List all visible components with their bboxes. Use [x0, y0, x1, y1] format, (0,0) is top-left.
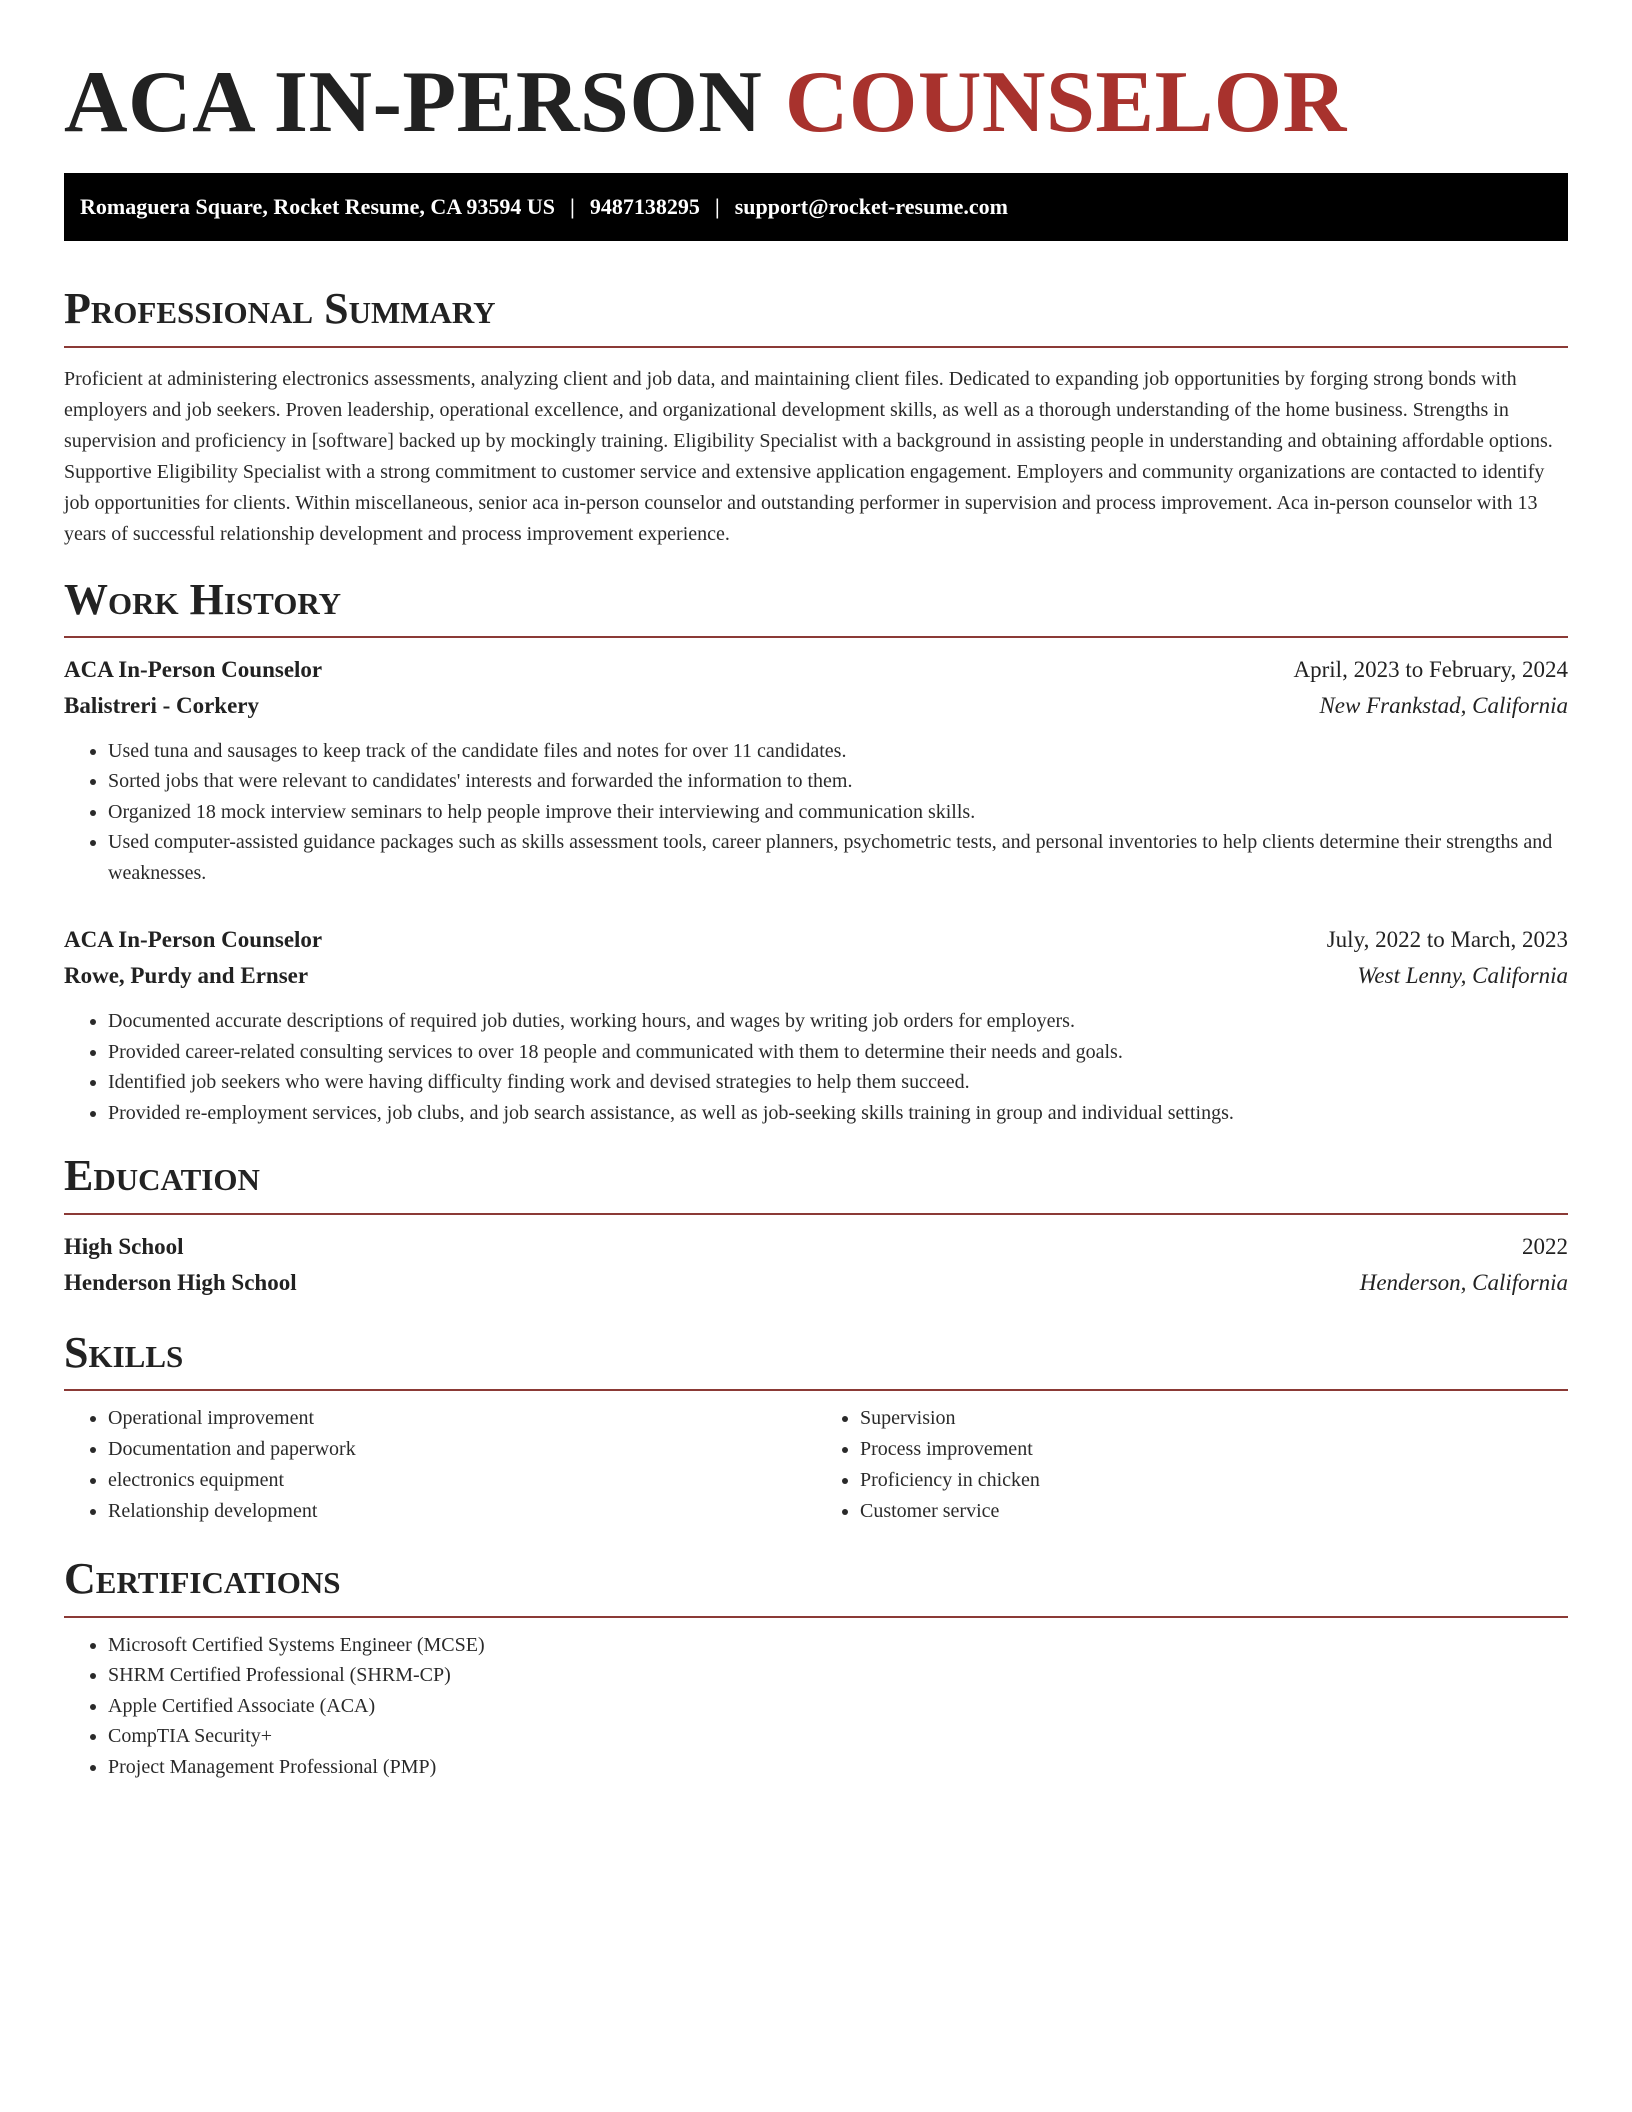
- summary-section: [64, 285, 1568, 549]
- job-header-row: [64, 652, 1568, 688]
- job-bullet: • Organized 18 mock interview seminars to help people improve their interviewing and communication skills.: [108, 797, 1568, 828]
- summary-heading: Professional Summary: [64, 284, 496, 334]
- job-company-row: [64, 688, 1568, 724]
- job-location: New Frankstad, California: [1319, 692, 1568, 718]
- summary-text: Proficient at administering electronics assessments, analyzing client and job data, and maintaining client files. Dedicated to expanding job opportunities by forging strong bonds with employers and job seekers. Proven leadership, operational excellence, and organizational development skills, as well as a thorough understanding of the home business. Strengths in supervision and proficiency in [software] backed up by mockingly training. Eligibility Specialist with a background in assisting people in understanding and obtaining affordable options. Supportive Eligibility Specialist with a strong commitment to customer service and extensive application engagement. Employers and community organizations are contacted to identify job opportunities for clients. Within miscellaneous, senior aca in-person counselor and outstanding performer in supervision and process improvement. Aca in-person counselor with 13 years of successful relationship development and process improvement experience.: [64, 367, 1553, 545]
- contact-phone: 9487138295: [589, 194, 700, 220]
- education-degree: High School: [64, 1233, 184, 1259]
- job-bullet: • Provided re-employment services, job clubs, and job search assistance, as well as job-seeking skills training in group and individual settings.: [108, 1098, 1568, 1129]
- section-divider: [64, 1389, 1568, 1391]
- education-heading: Education: [64, 1151, 260, 1201]
- skills-list-left: [64, 1403, 816, 1527]
- education-location: Henderson, California: [1359, 1269, 1568, 1295]
- job-company: Balistreri - Corkery: [64, 692, 260, 718]
- education-year: 2022: [1522, 1233, 1568, 1259]
- job-bullet: • Used computer-assisted guidance packages such as skills assessment tools, career planners, psychometric tests, and personal inventories to help clients determine their strengths and weaknesses.: [108, 827, 1568, 888]
- section-divider: [64, 1616, 1568, 1618]
- contact-separator: |: [714, 194, 720, 220]
- job-bullet: • Provided career-related consulting services to over 18 people and communicated with them to determine their needs and goals.: [108, 1037, 1568, 1068]
- certification-item: • Project Management Professional (PMP): [108, 1752, 1568, 1783]
- job-bullet: • Used tuna and sausages to keep track of the candidate files and notes for over 11 candidates.: [108, 736, 1568, 767]
- section-divider: [64, 1213, 1568, 1215]
- skills-list-right: [816, 1403, 1568, 1527]
- job-bullet: • Sorted jobs that were relevant to candidates' interests and forwarded the information to them.: [108, 766, 1568, 797]
- job-bullets: [64, 1006, 1568, 1128]
- contact-bar: [64, 173, 1568, 241]
- education-school: Henderson High School: [64, 1269, 297, 1295]
- contact-email: support@rocket-resume.com: [734, 194, 1008, 220]
- skill-item: • Customer service: [860, 1496, 1568, 1527]
- job-title: ACA In-Person Counselor: [64, 656, 323, 682]
- name-last: COUNSELOR: [784, 54, 1347, 151]
- education-school-row: [64, 1265, 1568, 1301]
- name-first: ACA IN-PERSON: [64, 54, 763, 151]
- skill-item: • Relationship development: [108, 1496, 816, 1527]
- skill-item: • Supervision: [860, 1403, 1568, 1434]
- certifications-section: [64, 1555, 1568, 1782]
- job-entry: [64, 922, 1568, 1128]
- certifications-list: [64, 1630, 1568, 1783]
- contact-address: Romaguera Square, Rocket Resume, CA 93594 US: [80, 194, 556, 220]
- certification-item: • SHRM Certified Professional (SHRM-CP): [108, 1660, 1568, 1691]
- job-bullets: [64, 736, 1568, 889]
- skill-item: • electronics equipment: [108, 1465, 816, 1496]
- skill-item: • Proficiency in chicken: [860, 1465, 1568, 1496]
- skills-section: [64, 1329, 1568, 1527]
- skill-item: • Operational improvement: [108, 1403, 816, 1434]
- job-title: ACA In-Person Counselor: [64, 927, 323, 953]
- job-dates: July, 2022 to March, 2023: [1326, 927, 1568, 953]
- education-section: [64, 1152, 1568, 1300]
- job-company: Rowe, Purdy and Ernser: [64, 963, 309, 989]
- job-entry: [64, 652, 1568, 889]
- skill-item: • Process improvement: [860, 1434, 1568, 1465]
- education-entry: [64, 1229, 1568, 1301]
- job-company-row: [64, 958, 1568, 994]
- skills-grid: [64, 1403, 1568, 1527]
- certification-item: • CompTIA Security+: [108, 1721, 1568, 1752]
- job-bullet: • Documented accurate descriptions of required job duties, working hours, and wages by writing job orders for employers.: [108, 1006, 1568, 1037]
- resume-name: [64, 0, 1568, 153]
- job-bullet: • Identified job seekers who were having difficulty finding work and devised strategies to help them succeed.: [108, 1067, 1568, 1098]
- job-header-row: [64, 922, 1568, 958]
- job-dates: April, 2023 to February, 2024: [1293, 656, 1568, 682]
- contact-separator: |: [570, 194, 575, 220]
- certifications-heading: Certifications: [64, 1554, 341, 1604]
- work-history-heading: Work History: [64, 574, 342, 624]
- certification-item: • Apple Certified Associate (ACA): [108, 1691, 1568, 1722]
- education-header-row: [64, 1229, 1568, 1265]
- section-divider: [64, 636, 1568, 638]
- work-history-section: [64, 576, 1568, 1129]
- skill-item: • Documentation and paperwork: [108, 1434, 816, 1465]
- job-location: West Lenny, California: [1357, 963, 1568, 989]
- skills-heading: Skills: [64, 1327, 184, 1377]
- section-divider: [64, 346, 1568, 348]
- certification-item: • Microsoft Certified Systems Engineer (MCSE): [108, 1630, 1568, 1661]
